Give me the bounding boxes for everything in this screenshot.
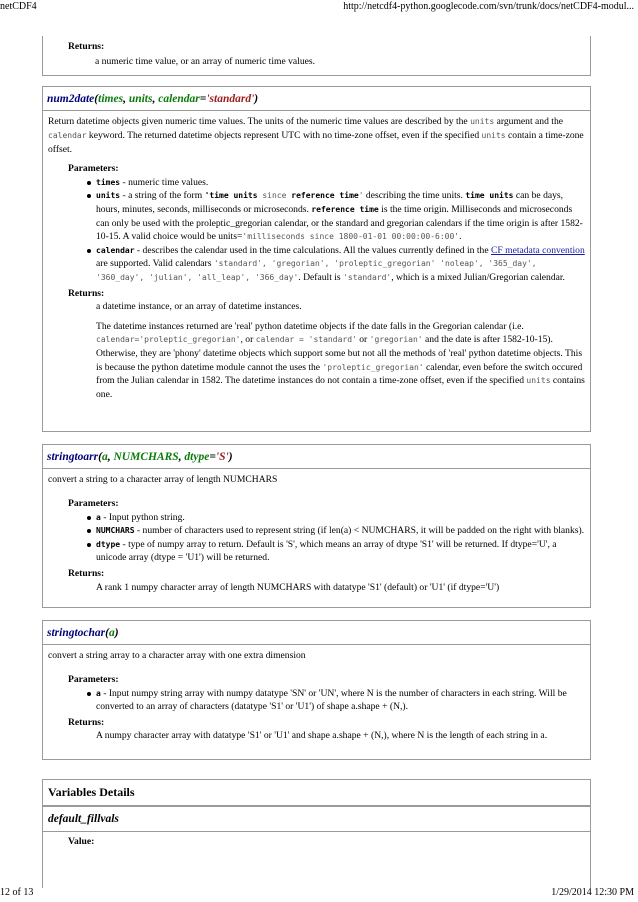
page-url: http://netcdf4-python.googlecode.com/svn/trunk/docs/netCDF4-modul... — [343, 1, 634, 12]
list-item: a - Input numpy string array with numpy datatype 'SN' or 'UN', where N is the number of characters in each string. Will be converted to an array of characters (datatype 'S1' or 'U1') of shape a.shape + (N,). — [96, 687, 585, 714]
returns-text: A numpy character array with datatype 'S1' or 'U1' and shape a.shape + (N,), where N is the length of each string in a. — [96, 730, 548, 742]
stringtochar-description: convert a string array to a character array with one extra dimension — [48, 650, 306, 662]
list-item: dtype - type of numpy array to return. Default is 'S', which means an array of dtype 'S1' will be returned. If dtype='U', a unicode array (dtype = 'U1') will be returned. — [96, 538, 585, 565]
stringtoarr-signature: stringtoarr(a, NUMCHARS, dtype='S') — [43, 445, 590, 469]
parameters-label: Parameters: — [68, 497, 119, 509]
stringtoarr-description: convert a string to a character array of length NUMCHARS — [48, 474, 278, 486]
returns-text: a datetime instance, or an array of datetime instances. — [96, 301, 302, 313]
list-item: times - numeric time values. — [96, 176, 585, 190]
browser-title: netCDF4 — [0, 1, 37, 12]
prev-box-bottom-border — [42, 75, 591, 76]
variables-details-heading: Variables Details — [42, 779, 591, 806]
returns-detail: The datetime instances returned are 'real' python datetime objects if the date falls in the Gregorian calendar (i.e. calendar='proleptic_gregorian', or calendar = 'standard' or 'gregorian' and the date is after 1582-10-15). Otherwise, they are 'phony' datetime objects which support some but not all the methods of 'real' python datetime objects. This is because the python datetime module cannot the uses the 'proleptic_gregorian' calendar, even before the switch occured from the Julian calendar in 1582. The datetime instances do not contain a time-zone offset, even if the specified units contains one. — [96, 320, 585, 400]
parameter-list — [48, 176, 585, 285]
arg-default: 'S' — [215, 451, 229, 463]
returns-label: Returns: — [68, 567, 105, 579]
print-timestamp: 1/29/2014 12:30 PM — [551, 886, 634, 898]
prev-box-right-border — [590, 36, 591, 75]
arg-calendar: calendar — [158, 93, 200, 105]
parameter-list — [48, 687, 585, 714]
arg-times: times — [98, 93, 124, 105]
arg-dtype: dtype — [184, 451, 210, 463]
default-fillvals-title[interactable]: default_fillvals — [42, 806, 591, 832]
arg-units: units — [128, 93, 153, 105]
stringtoarr-section — [42, 444, 591, 608]
parameters-label: Parameters: — [68, 673, 119, 685]
arg-a: a — [101, 451, 108, 463]
stringtochar-section — [42, 620, 591, 760]
returns-label: Returns: — [68, 287, 105, 299]
parameters-label: Parameters: — [68, 163, 119, 175]
page-counter: 12 of 13 — [0, 886, 34, 898]
parameter-list — [48, 511, 585, 565]
var-box-right-border — [590, 830, 591, 888]
arg-default: 'standard' — [206, 93, 255, 105]
value-label: Value: — [68, 836, 95, 847]
prev-box-left-border — [42, 36, 43, 75]
prev-returns-text: a numeric time value, or an array of numeric time values. — [95, 56, 316, 67]
num2date-description: Return datetime objects given numeric time values. The units of the numeric time values are described by the units argument and the calendar keyword. The returned datetime objects represent UTC with no time-zone offset, even if the specified units contain a time-zone offset. — [48, 116, 584, 155]
prev-returns-label: Returns: — [68, 41, 105, 52]
function-name[interactable]: num2date — [47, 93, 95, 105]
function-name[interactable]: stringtochar — [47, 627, 106, 639]
returns-label: Returns: — [68, 716, 105, 728]
arg-a: a — [109, 627, 115, 639]
stringtochar-signature: stringtochar(a) — [43, 621, 590, 645]
num2date-section — [42, 86, 591, 432]
cf-convention-link[interactable]: CF metadata convention — [490, 244, 585, 256]
var-box-left-border — [42, 830, 43, 888]
list-item: NUMCHARS - number of characters used to represent string (if len(a) < NUMCHARS, it will be padded on the right with blanks). — [96, 525, 585, 537]
function-name[interactable]: stringtoarr — [47, 451, 99, 463]
list-item: units - a string of the form 'time units since reference time' describing the time units. time units can be days, hours, minutes, seconds, milliseconds or microseconds. reference time is the time origin. Milliseconds and microseconds can only be used with the proleptic_gregorian calendar, or the standard and gregorian calendars if the time origin is after 1582-10-15. A valid choice would be units='milliseconds since 1800-01-01 00:00:00-6:00'. — [96, 189, 585, 243]
list-item: calendar - describes the calendar used in the time calculations. All the values currently defined in the CF metadata convention are supported. Valid calendars 'standard', 'gregorian', 'proleptic_gregorian' 'noleap', '365_day', '360_day', 'julian', 'all_leap', '366_day'. Default is 'standard', which is a mixed Julian/Gregorian calendar. — [96, 244, 585, 284]
list-item: a - Input python string. — [96, 511, 585, 525]
num2date-signature: num2date(times, units, calendar='standard') — [43, 87, 590, 111]
returns-text: A rank 1 numpy character array of length NUMCHARS with datatype 'S1' (default) or 'U1' (if dtype='U') — [96, 581, 500, 593]
arg-numchars: NUMCHARS — [113, 451, 179, 463]
